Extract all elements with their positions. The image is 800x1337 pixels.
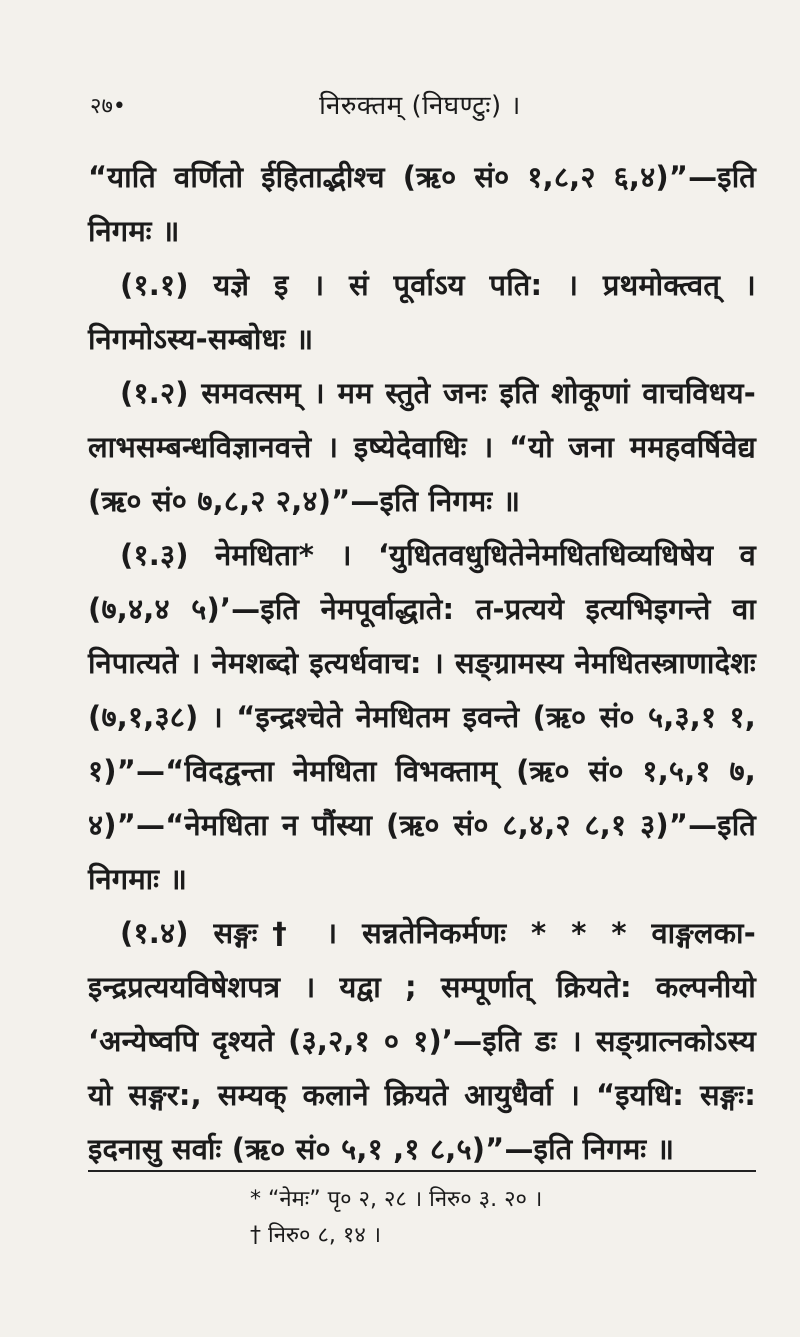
- paragraph: (१.२) समवत्सम् । मम स्तुते जनः इति शोकूणां वाचविधय-लाभसम्बन्धविज्ञानवत्ते । इष्येदेवाधिः । “यो जना ममहवर्षिवेद्य (ऋ० सं० ७,८,२ २,४)”—इति निगमः ॥: [88, 376, 756, 518]
- paragraph: (१.४) सङ्गः† । सन्नतेनिकर्मणः * * * वाङ्गलका-इन्द्रप्रत्ययविषेशपत्र । यद्वा ; सम्पूर्णात् क्रियते: कल्पनीयो ‘अन्येष्वपि दृश्यते (३,२,१ ० १)’—इति डः । सङ्ग्रात्नकोऽस्य यो सङ्गर:, सम्यक् कलाने क्रियते आयुधैर्वा । “इयधि: सङ्गः: इदनासु सर्वाः (ऋ० सं० ५,१ ,१ ८,५)”—इति निगमः ॥: [88, 916, 756, 1166]
- running-head: निरुक्तम् (निघण्टुः) ।: [319, 91, 521, 121]
- body-text: [88, 150, 756, 1176]
- paragraph: (१.३) नेमधिता* । ‘युधितवधुधितेनेमधितधिव्यधिषेय व (७,४,४ ५)’—इति नेमपूर्वाद्धाते: त-प्रत्यये इत्यभिइगन्ते वा निपात्यते । नेमशब्दो इत्यर्धवाच: । सङ्ग्रामस्य नेमधितस्त्राणादेशः (७,१,३८) । “इन्द्रश्चेते नेमधितम इवन्ते (ऋ० सं० ५,३,१ १, १)”—“विदद्वन्ता नेमधिता विभक्ताम् (ऋ० सं० १,५,१ ७, ४)”—“नेमधिता न पौंस्या (ऋ० सं० ८,४,२ ८,१ ३)”—इति निगमाः ॥: [88, 538, 756, 896]
- paragraph: “याति वर्णितो ईहिताद्भीश्च (ऋ० सं० १,८,२ ६,४)”—इति निगमः ॥: [88, 160, 756, 248]
- footnotes: [250, 1182, 730, 1254]
- paragraph: (१.१) यज्ञे इ । सं पूर्वाऽय पति: । प्रथमोक्त्वत् । निगमोऽस्य-सम्बोधः ॥: [88, 268, 756, 356]
- footnote-divider: [88, 1170, 756, 1172]
- footnote: * “नेमः” पृ० २, २८ । निरु० ३. २० ।: [250, 1187, 543, 1212]
- page-header: [90, 86, 750, 126]
- page-number: २७•: [90, 94, 126, 119]
- footnote: † निरु० ८, १४ ।: [250, 1223, 382, 1248]
